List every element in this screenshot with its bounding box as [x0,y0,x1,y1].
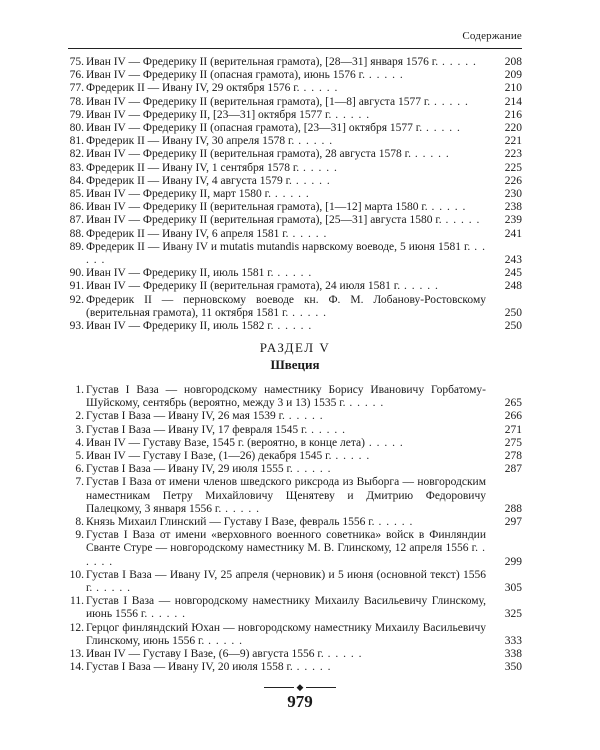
toc-entry [68,661,522,674]
toc-entry-page: 239 [504,214,522,227]
toc-entry-page: 243 [504,254,522,267]
toc-entry [68,96,522,109]
toc-entry [68,569,522,595]
toc-entry [68,648,522,661]
toc-entry [68,241,522,267]
toc-entry-page: 250 [504,306,522,319]
toc-entry-page: 250 [504,320,522,333]
toc-entry-title: Иван IV — Фредерику II (опасная грамота), [23—31] октября 1577 г. [86,122,423,135]
toc-leader-dots: . . . . . [299,82,339,95]
toc-leader-dots: . . . . . [86,240,487,267]
header-rule [68,48,522,49]
toc-entry [68,463,522,476]
toc-entry [68,162,522,175]
toc-entry-title: Густав I Ваза — Ивану IV, 25 апреля (черновик) и 5 июня (основной текст) 1556 г. [86,568,486,595]
toc-leader-dots: . . . . . [291,174,331,187]
toc-entry-number: 14. [69,661,84,674]
toc-entry-number: 77. [69,82,84,95]
toc-entry-number: 92. [69,293,84,306]
toc-entry-title: Иван IV — Густаву I Вазе, (6—9) августа 1556 г. [86,648,324,661]
toc-entry-page: 209 [504,69,522,82]
toc-entry-page: 338 [504,648,522,661]
toc-entry [68,109,522,122]
toc-entry-page: 221 [504,135,522,148]
toc-leader-dots: . . . . . [273,320,313,333]
toc-entry-page: 299 [504,555,522,568]
section-subtitle: Швеция [270,357,320,372]
toc-leader-dots: . . . . . [438,56,477,68]
toc-entry [68,410,522,423]
toc-leader-dots: . . . . . [288,227,328,240]
toc-leader-dots: . . . . . [86,542,487,568]
toc-entry [68,135,522,148]
toc-leader-dots: . . . . . [410,148,450,161]
toc-entry-number: 79. [69,108,84,121]
toc-entry [68,175,522,188]
toc-leader-dots: . . . . . [273,267,313,280]
toc-leader-dots: . . . . . [422,122,461,135]
toc-entry-title: Густав I Ваза от имени членов шведского риксрода из Выборга — новгородским наместникам Петру Михайловичу Щенятеву и Дмитрию Федоровичу Палецкому, 3 января 1556 г. [86,476,486,515]
toc-entry-number: 5. [75,450,84,463]
toc-entry [68,280,522,293]
toc-entry-number: 89. [69,240,84,253]
toc-leader-dots: . . . . . [364,69,404,82]
toc-entry-page: 216 [504,108,522,121]
toc-entry [68,201,522,214]
toc-entry [68,424,522,437]
toc-entry-title: Герцог финляндский Юхан — новгородскому наместнику Михаилу Васильевичу Глинскому, июнь 1556 г. [86,621,486,647]
toc-entry-title: Густав I Ваза — Ивану IV, 17 февраля 1545 г. [86,423,308,436]
toc-list-sweden [68,384,522,674]
toc-leader-dots: . . . . . [288,306,328,319]
toc-entry-title: Фредерик II — Ивану IV, 6 апреля 1581 г. [86,227,289,240]
toc-entry-number: 78. [69,95,84,108]
toc-entry-title: Густав I Ваза — Ивану IV, 20 июля 1558 г. [86,661,293,674]
toc-entry-page: 238 [504,201,522,214]
toc-entry-page: 241 [504,227,522,240]
toc-entry-number: 7. [75,476,84,489]
toc-entry-page: 214 [504,95,522,108]
page-number: 979 [287,692,313,711]
toc-entry [68,476,522,516]
toc-entry-number: 83. [69,161,84,174]
toc-entry-number: 91. [69,280,84,293]
toc-entry-title: Иван IV — Густаву Вазе, 1545 г. (вероятно, в конце лета) [86,436,365,449]
toc-entry-page: 271 [504,423,522,436]
toc-entry [68,529,522,569]
toc-entry-number: 6. [75,463,84,476]
toc-entry-page: 220 [504,122,522,135]
toc-leader-dots: . . . . . [270,188,310,201]
toc-entry [68,188,522,201]
toc-entry-number: 87. [69,214,84,227]
toc-entry-page: 333 [504,634,522,647]
toc-entry-number: 9. [75,529,84,542]
toc-leader-dots: . . . . . [374,516,414,529]
toc-entry-number: 3. [75,423,84,436]
toc-entry-number: 85. [69,188,84,201]
toc-entry-page: 245 [504,267,522,280]
toc-entry-page: 208 [504,56,522,68]
toc-leader-dots: . . . . . [307,423,347,436]
toc-leader-dots: . . . . . [400,280,439,293]
toc-leader-dots: . . . . . [147,608,186,621]
toc-entry-page: 288 [504,502,522,515]
toc-entry-title: Иван IV — Фредерику II, [23—31] октября 1577 г. [86,108,332,121]
toc-entry-number: 1. [75,384,84,396]
toc-entry [68,622,522,648]
toc-leader-dots: . . . . . [292,661,332,674]
toc-entry-title: Фредерик II — Ивану IV, 1 сентября 1578 г. [86,161,300,174]
toc-entry-number: 11. [70,595,84,608]
folio-ornament: ◆ [0,683,600,692]
toc-leader-dots: . . . . . [299,161,338,174]
toc-leader-dots: . . . . . [345,397,385,410]
toc-entry-title: Иван IV — Густаву I Вазе, (1—26) декабря 1545 г. [86,450,332,463]
toc-leader-dots: . . . . . [221,502,260,515]
toc-entry-number: 84. [69,174,84,187]
toc-entry [68,56,522,69]
toc-entry-title: Иван IV — Фредерику II, июль 1582 г. [86,320,274,333]
toc-entry [68,320,522,333]
toc-leader-dots: . . . . . [294,135,334,148]
toc-entry [68,69,522,82]
toc-entry-title: Иван IV — Фредерику II (верительная грамота), [1—8] августа 1577 г. [86,95,431,108]
toc-entry-title: Густав I Ваза — новгородскому наместнику Михаилу Васильевичу Глинскому, июнь 1556 г. [86,595,486,621]
toc-entry-number: 81. [69,135,84,148]
toc-entry-number: 86. [69,201,84,214]
toc-leader-dots: . . . . . [430,95,469,108]
toc-entry [68,267,522,280]
toc-entry-page: 210 [504,82,522,95]
toc-entry [68,595,522,621]
toc-entry-title: Густав I Ваза от имени «верховного военного советника» войск в Финляндии Сванте Стуре — новгородскому наместнику М. В. Глинскому, 12 апреля 1556 г. [86,529,486,555]
toc-list-denmark [68,56,522,333]
toc-entry-title: Фредерик II — Ивану IV, 4 августа 1579 г. [86,174,292,187]
toc-entry-title: Иван IV — Фредерику II, июль 1581 г. [86,267,274,280]
toc-entry-page: 248 [504,280,522,293]
toc-entry-page: 275 [504,436,522,449]
toc-leader-dots: . . . . . [292,463,332,476]
toc-leader-dots: . . . . . [92,582,132,595]
toc-leader-dots: . . . . . [427,201,467,214]
toc-entry-number: 4. [75,436,84,449]
toc-entry [68,384,522,410]
toc-entry-number: 12. [69,621,84,634]
toc-entry-number: 80. [69,122,84,135]
toc-entry-title: Фредерик II — Ивану IV, 30 апреля 1578 г. [86,135,295,148]
toc-entry [68,148,522,161]
toc-entry-page: 223 [504,148,522,161]
toc-entry-page: 266 [504,410,522,423]
toc-entry-page: 230 [504,188,522,201]
toc-entry-title: Иван IV — Фредерику II, март 1580 г. [86,188,271,201]
toc-entry [68,82,522,95]
running-head: Содержание [462,30,522,42]
toc-entry-title: Густав I Ваза — новгородскому наместнику Борису Ивановичу Горбатому-Шуйскому, сентябрь (вероятно, между 3 и 13) 1535 г. [86,384,486,410]
toc-entry-page: 297 [504,516,522,529]
toc-leader-dots: . . . . . [323,648,363,661]
toc-entry-page: 325 [504,608,522,621]
toc-entry-title: Фредерик II — перновскому воеводе кн. Ф. М. Лобанову-Ростовскому (верительная грамота), 11 октября 1581 г. [86,293,486,319]
toc-leader-dots: . . . . . [364,436,404,449]
toc-entry-title: Иван IV — Фредерику II (верительная грамота), [25—31] августа 1580 г. [86,214,442,227]
toc-entry-page: 350 [504,661,522,674]
toc-entry [68,228,522,241]
toc-leader-dots: . . . . . [204,634,244,647]
toc-leader-dots: . . . . . [331,108,371,121]
toc-entry-number: 88. [69,227,84,240]
toc-entry-title: Иван IV — Фредерику II (верительная грамота), 24 июля 1581 г. [86,280,401,293]
toc-entry [68,214,522,227]
toc-entry-number: 82. [69,148,84,161]
toc-entry-number: 8. [75,516,84,529]
toc-entry [68,122,522,135]
toc-entry-title: Густав I Ваза — Ивану IV, 26 мая 1539 г. [86,410,285,423]
toc-entry-title: Густав I Ваза — Ивану IV, 29 июля 1555 г. [86,463,293,476]
toc-entry [68,450,522,463]
toc-entry-number: 93. [69,320,84,333]
toc-entry-title: Фредерик II — Ивану IV и mutatis mutandis нарвскому воеводе, 5 июня 1581 г. [86,240,471,253]
toc-entry-page: 226 [504,174,522,187]
toc-entry [68,516,522,529]
toc-leader-dots: . . . . . [331,450,371,463]
toc-entry-page: 278 [504,450,522,463]
section-title: РАЗДЕЛ V [259,340,331,355]
toc-entry-title: Князь Михаил Глинский — Густаву I Вазе, февраль 1556 г. [86,516,375,529]
toc-leader-dots: . . . . . [284,410,324,423]
toc-entry-title: Иван IV — Фредерику II (верительная грамота), 28 августа 1578 г. [86,148,411,161]
toc-entry-number: 10. [69,568,84,581]
toc-entry-page: 225 [504,161,522,174]
toc-entry-number: 2. [75,410,84,423]
toc-entry-number: 13. [69,648,84,661]
toc-entry [68,294,522,320]
toc-leader-dots: . . . . . [441,214,481,227]
toc-entry-number: 75. [69,56,84,68]
toc-entry-title: Иван IV — Фредерику II (опасная грамота), июнь 1576 г. [86,69,365,82]
toc-entry [68,437,522,450]
toc-entry-title: Иван IV — Фредерику II (верительная грамота), [28—31] января 1576 г. [86,56,439,68]
toc-entry-page: 265 [504,397,522,410]
toc-entry-number: 76. [69,69,84,82]
toc-entry-title: Фредерик II — Ивану IV, 29 октября 1576 г. [86,82,300,95]
toc-entry-page: 305 [504,582,522,595]
toc-entry-number: 90. [69,267,84,280]
toc-entry-page: 287 [504,463,522,476]
toc-entry-title: Иван IV — Фредерику II (верительная грамота), [1—12] марта 1580 г. [86,201,428,214]
